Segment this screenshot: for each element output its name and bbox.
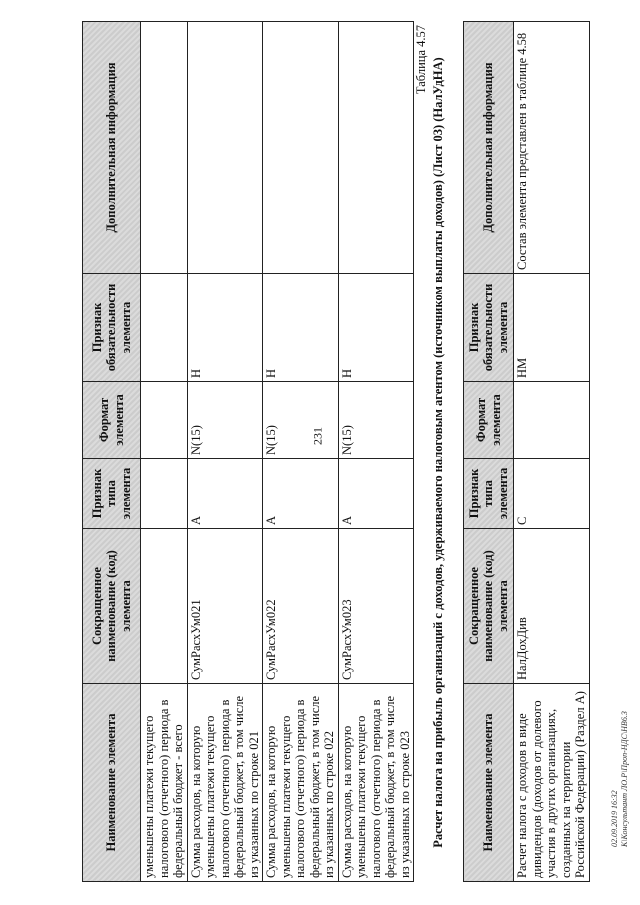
header-cell: Формат элемента	[464, 382, 514, 459]
footer-source: К\Консультант ЛО.Р\Проп-НДС\НВ6.3	[620, 711, 629, 847]
footer-date: 02.09.2019 16:32	[610, 790, 619, 847]
header-cell: Сокращенное наименование (код) элемента	[83, 529, 141, 684]
header-cell: Наименование элемента	[83, 684, 141, 882]
table-cell	[141, 382, 188, 459]
table-cell: Н	[187, 274, 263, 382]
table-cell: Сумма расходов, на которую уменьшены платежи текущего налогового (отчетного) периода в федеральный бюджет, в том числе из указанных по строке 021	[187, 684, 263, 882]
header-cell: Дополнительная информация	[464, 22, 514, 274]
table-cell: Сумма расходов, на которую уменьшены платежи текущего налогового (отчетного) периода в федеральный бюджет, в том числе из указанных по строке 022	[263, 684, 339, 882]
table-cell	[141, 274, 188, 382]
header-cell: Дополнительная информация	[83, 22, 141, 274]
table-cell: Расчет налога с доходов в виде дивидендов (доходов от долевого участия в других организациях, созданных на территории Российской Федерации) (Раздел А)	[514, 684, 590, 882]
table-cell: Н	[263, 274, 339, 382]
table-cell	[338, 22, 414, 274]
elements-table-top	[82, 21, 414, 882]
table-cell: N(15)	[338, 382, 414, 459]
table-cell: Сумма расходов, на которую уменьшены платежи текущего налогового (отчетного) периода в федеральный бюджет, в том числе из указанных по строке 023	[338, 684, 414, 882]
table-cell: N(15)	[263, 382, 339, 459]
page-number: 231	[310, 427, 325, 445]
table-cell	[141, 529, 188, 684]
header-cell: Формат элемента	[83, 382, 141, 459]
table-number: Таблица 4.57	[414, 25, 428, 95]
table-cell: уменьшены платежи текущего налогового (отчетного) периода в федеральный бюджет - всего	[141, 684, 188, 882]
header-cell: Признак типа элемента	[83, 459, 141, 529]
footer-stamp	[610, 711, 630, 847]
table-cell	[141, 459, 188, 529]
elements-table-bottom	[463, 21, 590, 882]
table-cell	[263, 22, 339, 274]
table-cell: СумРасхУм022	[263, 529, 339, 684]
table-cell: А	[187, 459, 263, 529]
table-cell	[514, 382, 590, 459]
table-cell: N(15)	[187, 382, 263, 459]
table-cell: НМ	[514, 274, 590, 382]
header-cell: Сокращенное наименование (код) элемента	[464, 529, 514, 684]
table-cell: А	[263, 459, 339, 529]
table-row	[187, 22, 263, 882]
table-cell: А	[338, 459, 414, 529]
table-cell: С	[514, 459, 590, 529]
table-cell	[141, 22, 188, 274]
table-row	[263, 22, 339, 882]
table-cell: Н	[338, 274, 414, 382]
header-cell: Наименование элемента	[464, 684, 514, 882]
table-cell: СумРасхУм023	[338, 529, 414, 684]
table-header-row	[464, 22, 514, 882]
table-title: Расчет налога на прибыль организаций с доходов, удерживаемого налоговым агентом (источником выплаты доходов) (Лист 03) (НалУдНА)	[431, 57, 445, 848]
table-row	[338, 22, 414, 882]
table-row	[514, 22, 590, 882]
table-cell: НалДохДив	[514, 529, 590, 684]
header-cell: Признак обязательности элемента	[83, 274, 141, 382]
table-cell: Состав элемента представлен в таблице 4.58	[514, 22, 590, 274]
table-header-row	[83, 22, 141, 882]
header-cell: Признак обязательности элемента	[464, 274, 514, 382]
table-cell: СумРасхУм021	[187, 529, 263, 684]
header-cell: Признак типа элемента	[464, 459, 514, 529]
table-cell	[187, 22, 263, 274]
table-row	[141, 22, 188, 882]
